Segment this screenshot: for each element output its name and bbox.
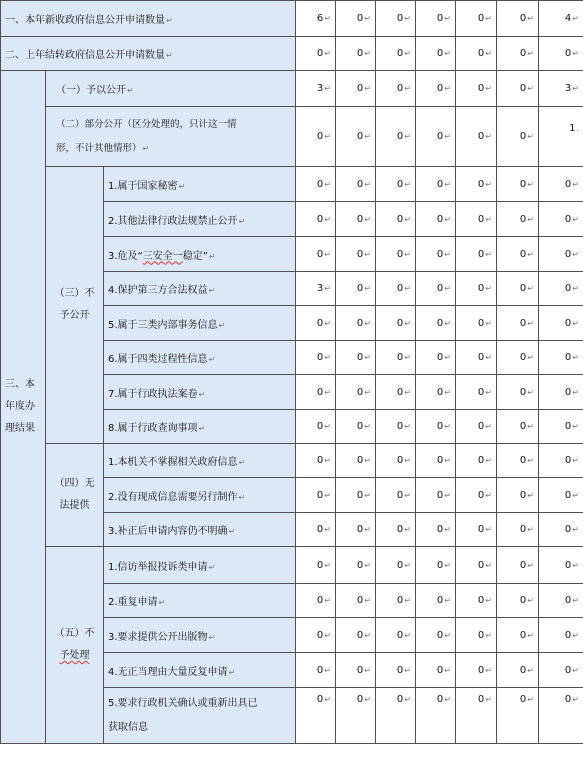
value-cell: 0↵ (336, 167, 376, 202)
value-cell: 0↵ (336, 202, 376, 237)
value-cell: 0↵ (296, 107, 336, 167)
value-cell: 0↵ (456, 306, 497, 341)
value-cell: 0↵ (497, 237, 539, 272)
row-label: 4.保护第三方合法权益↵ (104, 272, 296, 306)
value-cell: 0↵ (497, 444, 539, 478)
value-cell: 0↵ (497, 71, 539, 107)
value-cell: 0↵ (497, 375, 539, 410)
row-label: 3.补正后申请内容仍不明确↵ (104, 513, 296, 547)
value-cell: 0↵ (539, 202, 583, 237)
value-cell: 0↵ (497, 37, 539, 71)
value-cell: 0↵ (456, 107, 497, 167)
value-cell: 0↵ (376, 653, 416, 688)
value-cell: 0↵ (336, 618, 376, 653)
value-cell: 0↵ (336, 375, 376, 410)
value-cell: 0↵ (376, 618, 416, 653)
value-cell: 0↵ (296, 306, 336, 341)
table-row (1, 107, 583, 167)
value-cell: 0↵ (456, 237, 497, 272)
section-label: 三、本 年度办 理结果 (1, 71, 46, 744)
value-cell: 0↵ (336, 71, 376, 107)
value-cell: 0↵ (416, 618, 456, 653)
row-label: 7.属于行政执法案卷↵ (104, 375, 296, 410)
value-cell: 0↵ (336, 37, 376, 71)
value-cell: 0↵ (336, 272, 376, 306)
row-label: 一、本年新收政府信息公开申请数量↵ (1, 1, 296, 37)
value-cell: 0↵ (296, 618, 336, 653)
value-cell: 0↵ (456, 37, 497, 71)
value-cell: 0↵ (539, 237, 583, 272)
row-label: 1.信访举报投诉类申请↵ (104, 547, 296, 584)
value-cell: 0↵ (296, 37, 336, 71)
table-row (1, 71, 583, 107)
value-cell: 1. (539, 107, 583, 167)
value-cell: 0↵ (376, 167, 416, 202)
value-cell: 0↵ (296, 341, 336, 375)
value-cell: 0↵ (376, 341, 416, 375)
value-cell: 0↵ (376, 688, 416, 744)
value-cell: 0↵ (336, 547, 376, 584)
value-cell: 0↵ (296, 167, 336, 202)
row-label: 1.本机关不掌握相关政府信息↵ (104, 444, 296, 478)
row-label: 2.其他法律行政法规禁止公开↵ (104, 202, 296, 237)
row-label: 3.要求提供公开出版物↵ (104, 618, 296, 653)
value-cell: 0↵ (336, 444, 376, 478)
table-row (1, 37, 583, 71)
row-label: 6.属于四类过程性信息↵ (104, 341, 296, 375)
value-cell: 0↵ (296, 375, 336, 410)
value-cell: 0↵ (539, 513, 583, 547)
value-cell: 0↵ (416, 237, 456, 272)
value-cell: 0↵ (336, 513, 376, 547)
value-cell: 0↵ (497, 167, 539, 202)
value-cell: 0↵ (456, 584, 497, 618)
value-cell: 0↵ (336, 306, 376, 341)
value-cell: 0↵ (416, 272, 456, 306)
value-cell: 0↵ (539, 547, 583, 584)
value-cell: 0↵ (296, 584, 336, 618)
value-cell: 0↵ (336, 478, 376, 513)
value-cell: 0↵ (539, 306, 583, 341)
value-cell: 0↵ (539, 375, 583, 410)
value-cell: 0↵ (456, 71, 497, 107)
value-cell: 0↵ (539, 478, 583, 513)
value-cell: 0↵ (497, 478, 539, 513)
group-label: （四）无 法提供 (46, 444, 104, 547)
value-cell: 0↵ (336, 107, 376, 167)
value-cell: 0↵ (376, 1, 416, 37)
row-label: 5.要求行政机关确认或重新出具已 获取信息 (104, 688, 296, 744)
value-cell: 0↵ (456, 167, 497, 202)
value-cell: 0↵ (539, 653, 583, 688)
value-cell: 0↵ (296, 202, 336, 237)
value-cell: 0↵ (336, 1, 376, 37)
value-cell: 0↵ (416, 202, 456, 237)
group-label: （五）不 予处理 (46, 547, 104, 744)
value-cell: 0↵ (539, 688, 583, 744)
value-cell: 0↵ (456, 513, 497, 547)
value-cell: 0↵ (336, 237, 376, 272)
value-cell: 0↵ (336, 410, 376, 444)
row-label: 3.危及“三安全一稳定”↵ (104, 237, 296, 272)
value-cell: 0↵ (497, 341, 539, 375)
row-label: （二）部分公开（区分处理的，只计这一情 形，不计其他情形）↵ (46, 107, 296, 167)
value-cell: 0↵ (376, 444, 416, 478)
value-cell: 0↵ (416, 107, 456, 167)
value-cell: 0↵ (456, 341, 497, 375)
value-cell: 3↵ (296, 71, 336, 107)
value-cell: 0↵ (416, 478, 456, 513)
value-cell: 0↵ (416, 688, 456, 744)
value-cell: 0↵ (456, 1, 497, 37)
value-cell: 0↵ (416, 341, 456, 375)
value-cell: 3↵ (539, 71, 583, 107)
value-cell: 0↵ (539, 410, 583, 444)
value-cell: 0↵ (497, 513, 539, 547)
value-cell: 0↵ (296, 653, 336, 688)
value-cell: 0↵ (376, 410, 416, 444)
value-cell: 0↵ (497, 618, 539, 653)
table-row (1, 1, 583, 37)
value-cell: 0↵ (456, 410, 497, 444)
value-cell: 0↵ (539, 167, 583, 202)
value-cell: 0↵ (296, 478, 336, 513)
value-cell: 0↵ (336, 341, 376, 375)
value-cell: 0↵ (336, 653, 376, 688)
value-cell: 0↵ (336, 584, 376, 618)
value-cell: 0↵ (376, 478, 416, 513)
value-cell: 0↵ (497, 306, 539, 341)
value-cell: 0↵ (296, 410, 336, 444)
value-cell: 0↵ (456, 653, 497, 688)
value-cell: 0↵ (456, 375, 497, 410)
value-cell: 0↵ (497, 202, 539, 237)
value-cell: 0↵ (497, 547, 539, 584)
value-cell: 0↵ (497, 1, 539, 37)
table-row (1, 167, 583, 202)
value-cell: 0↵ (416, 306, 456, 341)
row-label: 4.无正当理由大量反复申请↵ (104, 653, 296, 688)
value-cell: 0↵ (497, 410, 539, 444)
value-cell: 0↵ (539, 584, 583, 618)
value-cell: 0↵ (497, 272, 539, 306)
value-cell: 0↵ (416, 1, 456, 37)
value-cell: 0↵ (376, 237, 416, 272)
value-cell: 0↵ (456, 272, 497, 306)
value-cell: 0↵ (456, 444, 497, 478)
value-cell: 0↵ (456, 688, 497, 744)
value-cell: 0↵ (539, 444, 583, 478)
value-cell: 0↵ (497, 688, 539, 744)
value-cell: 0↵ (456, 202, 497, 237)
value-cell: 0↵ (416, 513, 456, 547)
value-cell: 0↵ (296, 547, 336, 584)
value-cell: 0↵ (497, 584, 539, 618)
group-label: （三）不 予公开 (46, 167, 104, 444)
value-cell: 0↵ (539, 272, 583, 306)
value-cell: 0↵ (416, 37, 456, 71)
value-cell: 0↵ (539, 37, 583, 71)
row-label: 8.属于行政查询事项↵ (104, 410, 296, 444)
value-cell: 0↵ (376, 375, 416, 410)
row-label: 2.重复申请↵ (104, 584, 296, 618)
value-cell: 0↵ (296, 513, 336, 547)
value-cell: 0↵ (456, 478, 497, 513)
value-cell: 0↵ (376, 71, 416, 107)
value-cell: 6↵ (296, 1, 336, 37)
value-cell: 0↵ (376, 37, 416, 71)
value-cell: 0↵ (497, 653, 539, 688)
value-cell: 0↵ (416, 584, 456, 618)
value-cell: 0↵ (336, 688, 376, 744)
value-cell: 0↵ (376, 306, 416, 341)
value-cell: 0↵ (456, 618, 497, 653)
value-cell: 0↵ (376, 547, 416, 584)
value-cell: 0↵ (376, 513, 416, 547)
value-cell: 0↵ (416, 71, 456, 107)
row-label: 二、上年结转政府信息公开申请数量↵ (1, 37, 296, 71)
table-row (1, 547, 583, 584)
value-cell: 0↵ (456, 547, 497, 584)
value-cell: 0↵ (416, 167, 456, 202)
value-cell: 0↵ (376, 107, 416, 167)
value-cell: 0↵ (376, 202, 416, 237)
value-cell: 0↵ (296, 688, 336, 744)
value-cell: 0↵ (497, 107, 539, 167)
value-cell: 0↵ (539, 341, 583, 375)
row-label: 1.属于国家秘密↵ (104, 167, 296, 202)
row-label: 5.属于三类内部事务信息↵ (104, 306, 296, 341)
value-cell: 0↵ (416, 444, 456, 478)
value-cell: 3↵ (296, 272, 336, 306)
value-cell: 0↵ (416, 375, 456, 410)
row-label: 2.没有现成信息需要另行制作↵ (104, 478, 296, 513)
value-cell: 4↵ (539, 1, 583, 37)
value-cell: 0↵ (539, 618, 583, 653)
row-label: （一）予以公开↵ (46, 71, 296, 107)
value-cell: 0↵ (416, 547, 456, 584)
table-row (1, 444, 583, 478)
value-cell: 0↵ (376, 272, 416, 306)
value-cell: 0↵ (376, 584, 416, 618)
value-cell: 0↵ (416, 410, 456, 444)
value-cell: 0↵ (296, 444, 336, 478)
value-cell: 0↵ (416, 653, 456, 688)
value-cell: 0↵ (296, 237, 336, 272)
